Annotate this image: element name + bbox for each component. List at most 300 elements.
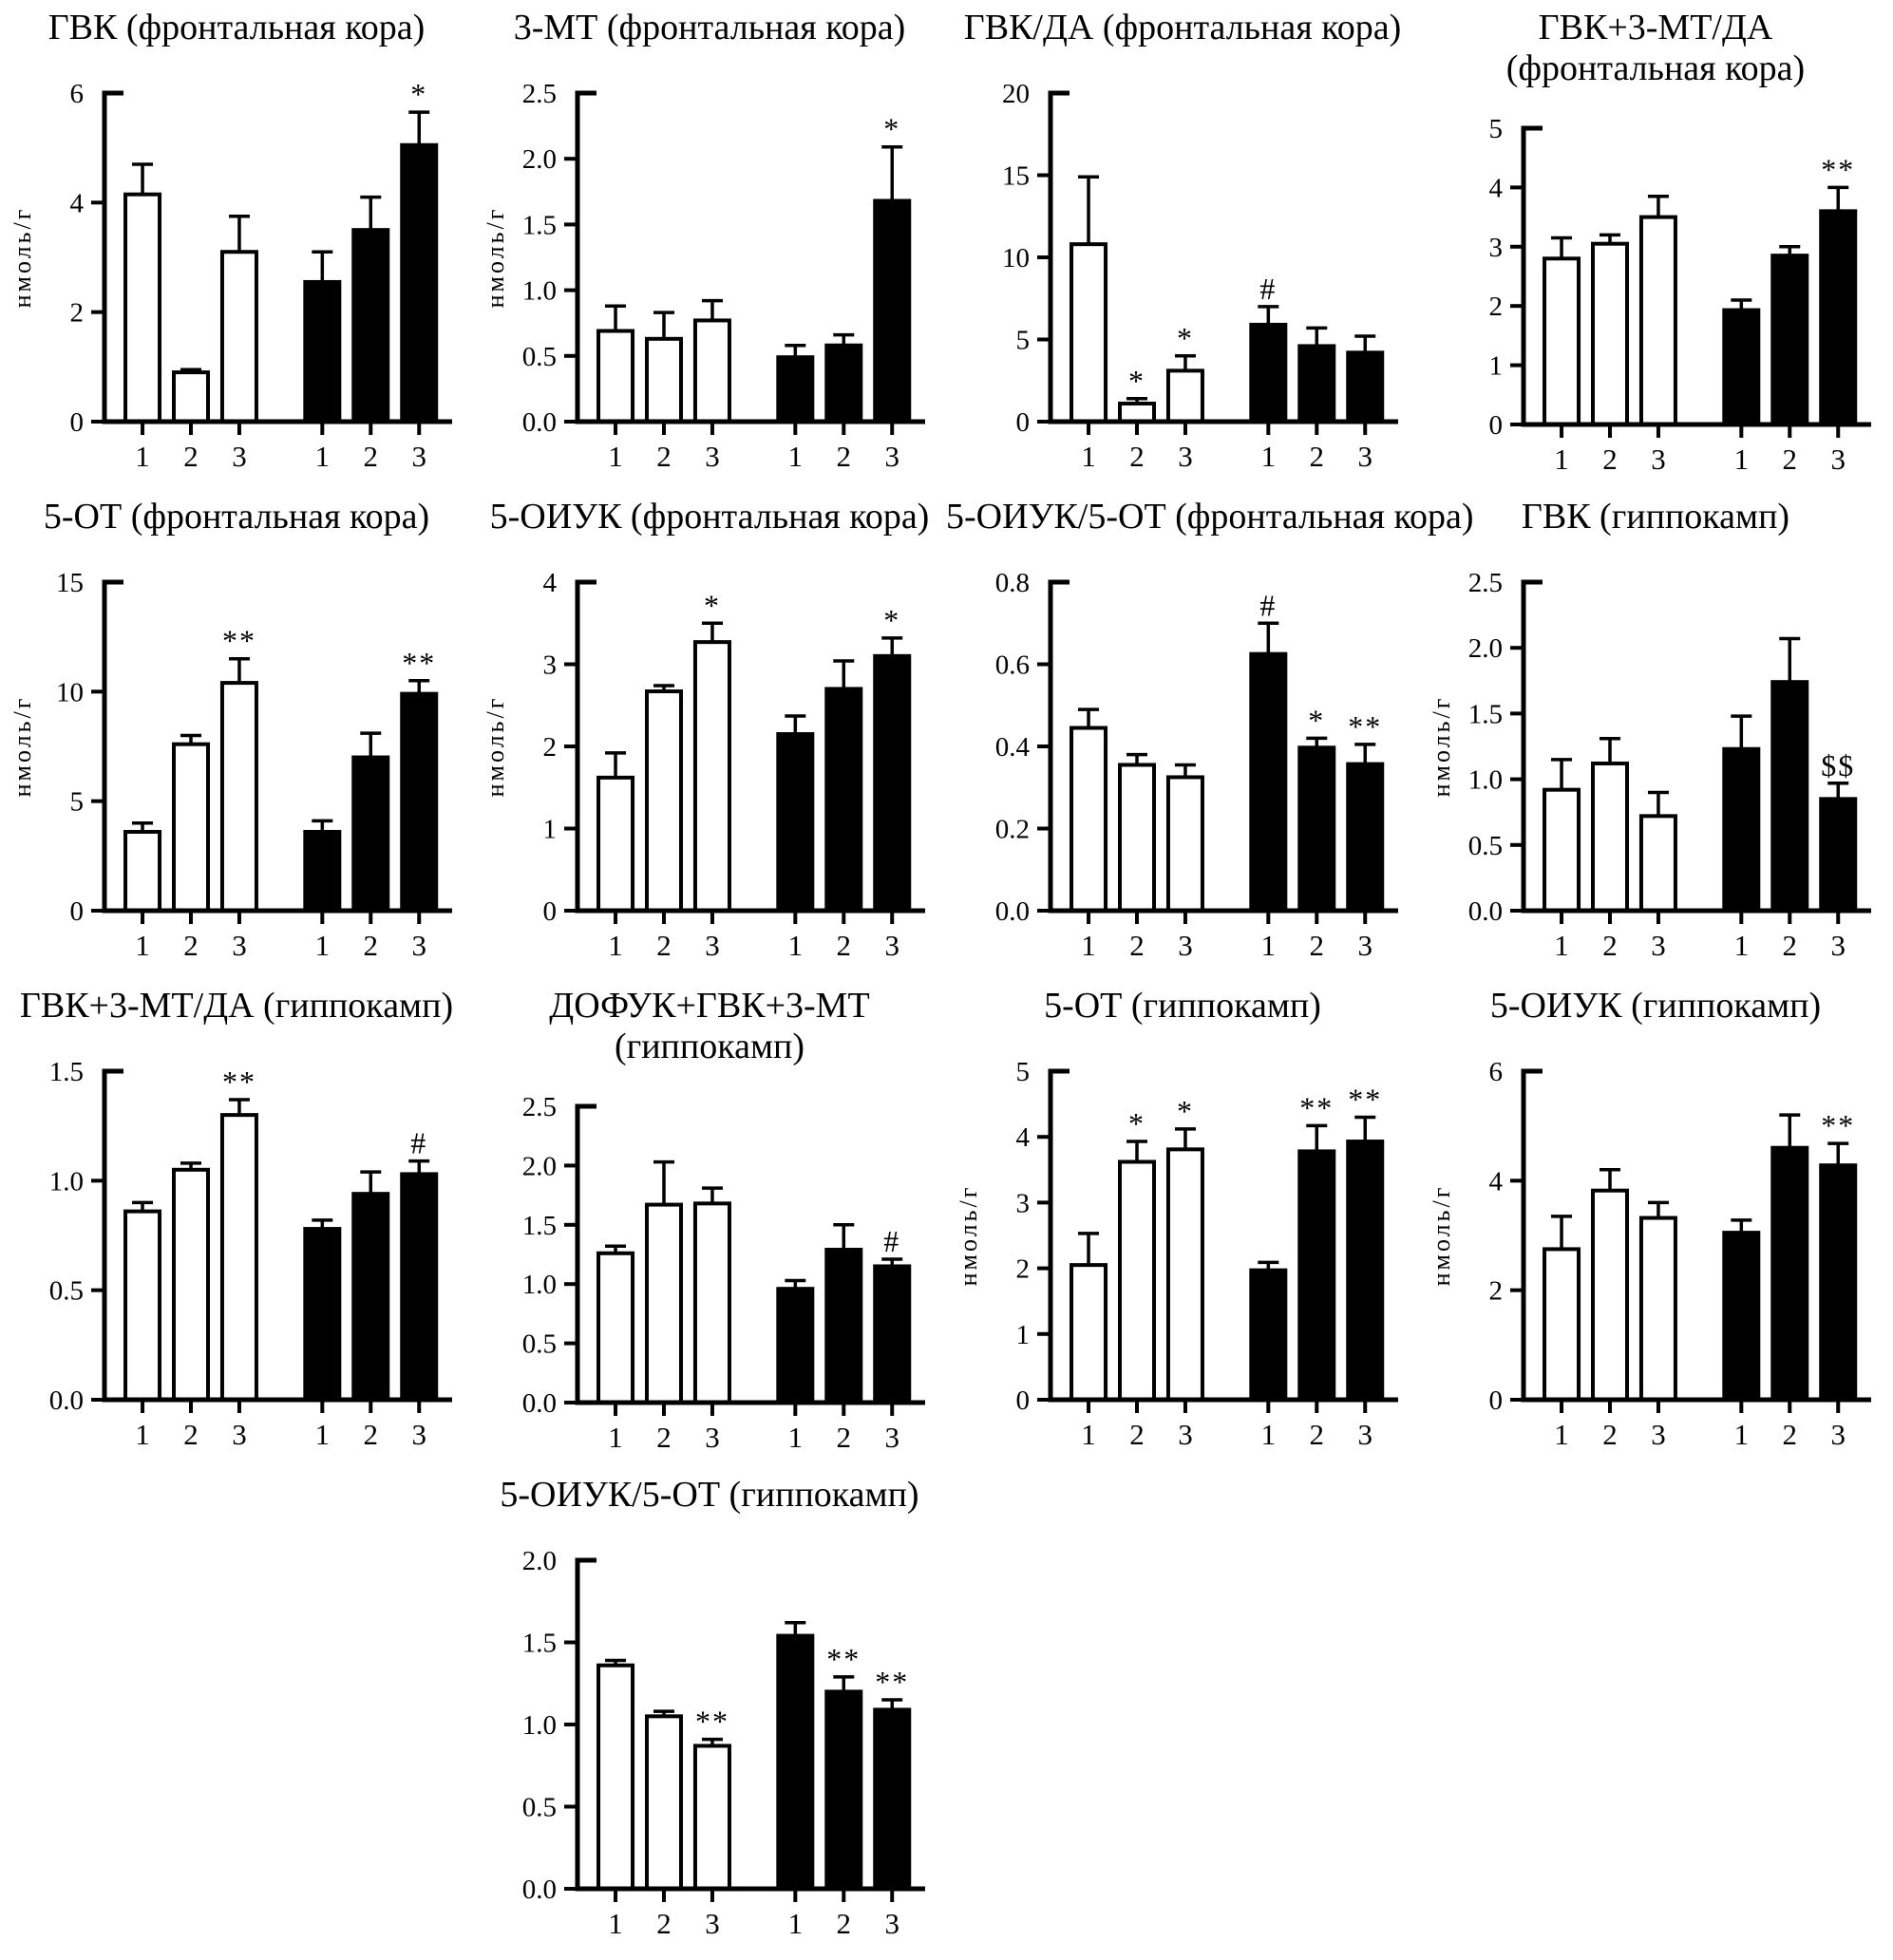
x-tick-label: 1 [608,1907,623,1940]
bar-filled [1821,799,1855,911]
chart-svg [9,542,460,965]
y-tick-label: 1.0 [48,1166,84,1197]
x-tick-label: 1 [787,1907,804,1940]
bar-open [1593,763,1627,911]
x-tick-label: 1 [1260,929,1277,962]
bar-filled [1251,325,1285,422]
bar-open [1168,777,1202,911]
y-tick-label: 2 [69,297,84,329]
x-tick-label: 2 [1602,443,1618,477]
y-tick-label: 0.0 [521,1388,557,1420]
x-tick-label: 2 [1129,440,1145,473]
y-tick-label: 2.0 [521,1151,557,1182]
x-tick-label: 3 [884,1421,899,1455]
y-tick-label: 0.4 [994,732,1030,763]
bar-filled [353,758,388,911]
y-tick-label: 0.2 [994,814,1030,845]
x-tick-label: 2 [363,1418,379,1451]
x-tick-label: 1 [1554,443,1569,477]
x-tick-label: 3 [1830,1418,1846,1451]
x-tick-label: 3 [884,929,899,962]
significance-marker: ** [221,623,256,658]
x-tick-label: 2 [183,440,199,473]
bar-filled [826,1691,861,1889]
x-tick-label: 1 [608,440,623,473]
panel-title-line2: (фронтальная кора) [1505,47,1806,88]
x-tick-label: 1 [314,929,331,962]
bar-open [1071,244,1106,422]
x-tick-label: 2 [836,440,852,473]
x-tick-label: 3 [1830,443,1846,477]
panel-title [946,986,1419,1031]
y-tick-label: 5 [1015,1057,1030,1087]
x-tick-label: 2 [1309,1418,1325,1451]
chart-panel [0,493,473,982]
chart-panel [946,982,1419,1471]
y-tick-label: 2.5 [521,1092,557,1123]
bar-filled [402,1174,436,1400]
bar-filled [1299,1151,1334,1400]
bar-open [647,691,681,911]
y-tick-label: 3 [1488,232,1503,263]
chart-svg [482,542,933,965]
bar-open [647,1205,681,1403]
significance-marker: # [1259,271,1278,306]
x-tick-label: 3 [411,929,426,962]
bar-filled [875,1709,909,1889]
bar-filled [826,688,861,911]
bar-filled [826,346,861,422]
y-axis-label: нмоль/г [9,206,36,309]
x-tick-label: 3 [705,929,720,962]
x-tick-label: 1 [1554,929,1569,962]
bar-filled [305,282,339,422]
y-tick-label: 0 [1015,1385,1030,1416]
y-tick-label: 2 [1488,292,1503,323]
x-tick-label: 1 [1733,1418,1750,1451]
x-tick-label: 1 [1081,929,1096,962]
bar-open [125,1212,160,1400]
x-tick-label: 3 [232,929,247,962]
bar-open [125,195,160,422]
x-tick-label: 1 [608,1421,623,1455]
y-tick-label: 6 [1488,1057,1503,1087]
significance-marker: ** [1821,152,1856,187]
bar-filled [1724,311,1758,424]
bar-filled [1772,255,1807,424]
y-axis-label: нмоль/г [1428,695,1455,798]
panel-title [1419,986,1892,1031]
bar-open [598,778,633,911]
panel-title-text: 5-ОИУК (фронтальная кора) [489,497,930,537]
x-tick-label: 2 [1309,929,1325,962]
chart-panel [0,4,473,493]
bar-open [1071,1265,1106,1400]
y-tick-label: 0 [1488,410,1503,442]
panel-title [473,986,946,1066]
x-tick-label: 2 [836,929,852,962]
x-tick-label: 2 [656,1907,672,1940]
bar-open [1641,816,1675,911]
significance-marker: * [1128,1106,1145,1141]
y-tick-label: 15 [56,568,84,598]
x-tick-label: 2 [183,1418,199,1451]
chart-panel [1419,4,1892,493]
bar-open [222,683,256,911]
y-tick-label: 0.8 [994,568,1030,598]
x-tick-label: 1 [1733,443,1750,477]
y-tick-label: 0.0 [1467,896,1503,927]
y-tick-label: 2.5 [521,79,557,109]
significance-marker: # [410,1125,428,1160]
bar-filled [1348,1141,1382,1400]
y-axis-label: нмоль/г [9,695,36,798]
chart-svg [9,53,460,476]
bar-filled [1299,346,1334,422]
y-tick-label: 10 [1002,243,1030,273]
x-tick-label: 3 [1357,440,1372,473]
panel-title-text: 5-ОИУК/5-ОТ (фронтальная кора) [946,497,1474,537]
x-tick-label: 1 [1260,440,1277,473]
chart-panel [0,982,473,1471]
panel-title [946,497,1474,542]
significance-marker: * [883,602,901,637]
chart-panel [473,4,946,493]
x-tick-label: 3 [884,440,899,473]
bar-open [1544,1249,1579,1400]
bar-open [1641,1218,1675,1400]
significance-marker: * [1176,320,1194,355]
y-tick-label: 2 [1015,1253,1030,1285]
significance-marker: * [1308,703,1326,738]
x-tick-label: 1 [1554,1418,1569,1451]
panel-title-text: 5-ОТ (гиппокамп) [1044,986,1321,1026]
bar-filled [1348,352,1382,422]
bar-filled [1772,682,1807,911]
chart-svg [959,542,1406,965]
bar-open [174,1170,208,1400]
y-tick-label: 1 [542,814,557,845]
significance-marker: ** [694,1704,729,1739]
bar-open [125,832,160,911]
significance-marker: ** [1821,1108,1856,1143]
panel-title-text: 3-МТ (фронтальная кора) [513,8,906,47]
x-tick-label: 1 [787,440,804,473]
x-tick-label: 1 [135,929,150,962]
y-tick-label: 2 [542,732,557,763]
significance-marker: ** [221,1064,256,1099]
bar-open [1593,244,1627,424]
y-tick-label: 5 [69,786,84,818]
y-tick-label: 0.5 [521,1329,557,1360]
bar-open [1544,790,1579,911]
bar-open [695,1203,729,1403]
bar-open [1120,404,1154,422]
x-tick-label: 1 [314,440,331,473]
y-tick-label: 0.5 [48,1275,84,1307]
x-tick-label: 1 [787,929,804,962]
significance-marker: ** [1348,1082,1383,1117]
x-tick-label: 3 [1178,1418,1193,1451]
chart-panel [1419,982,1892,1471]
bar-filled [402,694,436,911]
y-tick-label: 2.0 [521,144,557,176]
bar-open [1168,370,1202,422]
bar-open [222,252,256,422]
panel-title [0,8,473,53]
x-tick-label: 3 [1651,929,1666,962]
y-tick-label: 0.0 [994,896,1030,927]
bar-filled [305,1229,339,1400]
y-tick-label: 0 [542,896,557,927]
significance-marker: ** [402,645,437,680]
y-tick-label: 1.5 [521,210,557,241]
panel-title-text: ГВК+3-МТ/ДА [1538,8,1773,47]
panel-title-text: ДОФУК+ГВК+3-МТ [549,986,870,1026]
chart-panel [1419,493,1892,982]
x-tick-label: 1 [314,1418,331,1451]
y-tick-label: 1.5 [521,1210,557,1241]
bar-filled [778,734,812,911]
bar-open [647,339,681,422]
y-tick-label: 0 [69,896,84,927]
significance-marker: # [883,1224,901,1259]
panel-title [0,497,473,542]
chart-svg [486,1520,933,1943]
chart-svg [1432,88,1879,479]
y-tick-label: 3 [1015,1188,1030,1219]
bar-open [695,642,729,911]
bar-filled [1251,654,1285,911]
significance-marker: ** [826,1641,861,1676]
x-tick-label: 2 [836,1907,852,1940]
y-tick-label: 1.5 [521,1628,557,1659]
x-tick-label: 2 [1782,443,1798,477]
y-tick-label: 0.0 [521,1875,557,1905]
panel-title [473,497,946,542]
x-tick-label: 1 [608,929,623,962]
bar-filled [1724,1233,1758,1400]
significance-marker: $$ [1821,747,1856,782]
panel-title [0,986,473,1031]
y-tick-label: 4 [1488,1166,1503,1197]
significance-marker: # [1259,588,1278,623]
panel-title-text: 5-ОТ (фронтальная кора) [43,497,430,537]
bar-open [174,744,208,911]
chart-panel [473,982,946,1471]
bar-filled [1772,1148,1807,1400]
panel-title [1419,8,1892,88]
chart-svg [13,1031,460,1454]
bar-filled [402,145,436,422]
panel-title-text: ГВК/ДА (фронтальная кора) [963,8,1402,47]
x-tick-label: 2 [656,929,672,962]
x-tick-label: 2 [363,929,379,962]
panel-title-text: 5-ОИУК/5-ОТ (гиппокамп) [500,1475,919,1515]
x-tick-label: 3 [1651,1418,1666,1451]
y-tick-label: 2.5 [1467,568,1503,598]
bar-open [695,320,729,422]
y-tick-label: 2.0 [1467,633,1503,665]
x-tick-label: 1 [1081,440,1096,473]
x-tick-label: 2 [836,1421,852,1455]
bar-open [1593,1191,1627,1400]
bar-filled [1821,1165,1855,1400]
chart-panel [473,1471,946,1960]
significance-marker: ** [1348,708,1383,744]
x-tick-label: 2 [1602,929,1618,962]
x-tick-label: 2 [363,440,379,473]
x-tick-label: 3 [1178,440,1193,473]
y-tick-label: 5 [1015,325,1030,356]
bar-filled [1299,747,1334,911]
x-tick-label: 2 [1309,440,1325,473]
bar-filled [353,1194,388,1400]
y-tick-label: 4 [1015,1122,1030,1154]
y-axis-label: нмоль/г [482,695,509,798]
y-tick-label: 4 [69,188,84,219]
y-tick-label: 10 [56,677,84,708]
bar-open [1071,728,1106,911]
y-tick-label: 1.0 [521,275,557,307]
bar-open [1544,258,1579,424]
y-tick-label: 20 [1002,79,1030,109]
bar-filled [875,656,909,911]
bar-filled [1251,1271,1285,1400]
x-tick-label: 2 [656,1421,672,1455]
x-tick-label: 3 [705,440,720,473]
y-tick-label: 2 [1488,1275,1503,1307]
y-axis-label: нмоль/г [482,206,509,309]
y-axis-label: нмоль/г [1428,1184,1455,1287]
panel-title-text: ГВК (гиппокамп) [1521,497,1790,537]
chart-svg [1428,542,1879,965]
bar-filled [1821,211,1855,424]
x-tick-label: 1 [1081,1418,1096,1451]
x-tick-label: 3 [411,1418,426,1451]
y-tick-label: 1.0 [1467,764,1503,796]
y-tick-label: 1.5 [48,1057,84,1087]
bar-filled [1348,764,1382,911]
x-tick-label: 2 [1782,1418,1798,1451]
x-tick-label: 2 [183,929,199,962]
bar-open [598,1253,633,1403]
y-tick-label: 5 [1488,114,1503,145]
y-tick-label: 0 [1488,1385,1503,1416]
y-tick-label: 1 [1015,1319,1030,1350]
y-tick-label: 0.5 [521,341,557,372]
panel-title-line2: (гиппокамп) [614,1026,805,1066]
x-tick-label: 3 [232,440,247,473]
bar-filled [1724,749,1758,911]
y-tick-label: 0.6 [994,650,1030,681]
x-tick-label: 3 [1830,929,1846,962]
bar-filled [826,1250,861,1403]
x-tick-label: 1 [135,440,150,473]
x-tick-label: 3 [1357,929,1372,962]
chart-panel [473,493,946,982]
bar-open [695,1745,729,1889]
bar-filled [778,1289,812,1403]
x-tick-label: 1 [1733,929,1750,962]
chart-svg [959,53,1406,476]
bar-filled [778,1636,812,1889]
x-tick-label: 2 [1129,929,1145,962]
x-tick-label: 1 [135,1418,150,1451]
bar-filled [778,357,812,422]
y-tick-label: 1.5 [1467,699,1503,730]
y-tick-label: 4 [542,568,557,598]
bar-open [1641,217,1675,424]
bar-open [174,372,208,422]
significance-marker: ** [1299,1090,1335,1125]
bar-open [1168,1149,1202,1400]
significance-marker: * [1176,1093,1194,1128]
chart-svg [1428,1031,1879,1454]
y-tick-label: 1 [1488,350,1503,382]
x-tick-label: 3 [705,1907,720,1940]
bar-filled [305,832,339,911]
bar-open [222,1115,256,1400]
panel-title-text: 5-ОИУК (гиппокамп) [1489,986,1822,1026]
x-tick-label: 2 [656,440,672,473]
y-tick-label: 0.5 [521,1792,557,1823]
y-tick-label: 6 [69,79,84,109]
panel-title [473,1475,946,1520]
bar-open [647,1716,681,1889]
y-tick-label: 3 [542,650,557,681]
bar-filled [875,1267,909,1404]
significance-marker: * [410,77,428,112]
y-tick-label: 4 [1488,173,1503,204]
x-tick-label: 3 [884,1907,899,1940]
x-tick-label: 3 [705,1421,720,1455]
panel-title-text: ГВК+3-МТ/ДА (гиппокамп) [19,986,454,1026]
x-tick-label: 2 [1602,1418,1618,1451]
significance-marker: * [1128,363,1145,398]
panel-title-text: ГВК (фронтальная кора) [47,8,426,47]
panel-title [473,8,946,53]
x-tick-label: 3 [1651,443,1666,477]
bar-open [1120,764,1154,911]
bar-open [598,1666,633,1889]
y-tick-label: 0.5 [1467,830,1503,861]
significance-marker: ** [875,1665,910,1700]
panel-title [946,8,1419,53]
y-tick-label: 0 [1015,407,1030,438]
significance-marker: * [883,111,901,146]
chart-panel [946,4,1419,493]
chart-svg [955,1031,1406,1454]
y-tick-label: 15 [1002,160,1030,192]
y-axis-label: нмоль/г [955,1184,982,1287]
y-tick-label: 2.0 [521,1546,557,1576]
x-tick-label: 3 [232,1418,247,1451]
bar-filled [353,230,388,422]
x-tick-label: 2 [1129,1418,1145,1451]
y-tick-label: 1.0 [521,1270,557,1301]
y-tick-label: 0.0 [48,1385,84,1416]
significance-marker: * [703,588,721,623]
x-tick-label: 3 [411,440,426,473]
x-tick-label: 3 [1178,929,1193,962]
y-tick-label: 0.0 [521,407,557,438]
y-tick-label: 1.0 [521,1710,557,1741]
x-tick-label: 1 [1260,1418,1277,1451]
bar-open [1120,1161,1154,1400]
chart-svg [482,53,933,476]
x-tick-label: 3 [1357,1418,1372,1451]
